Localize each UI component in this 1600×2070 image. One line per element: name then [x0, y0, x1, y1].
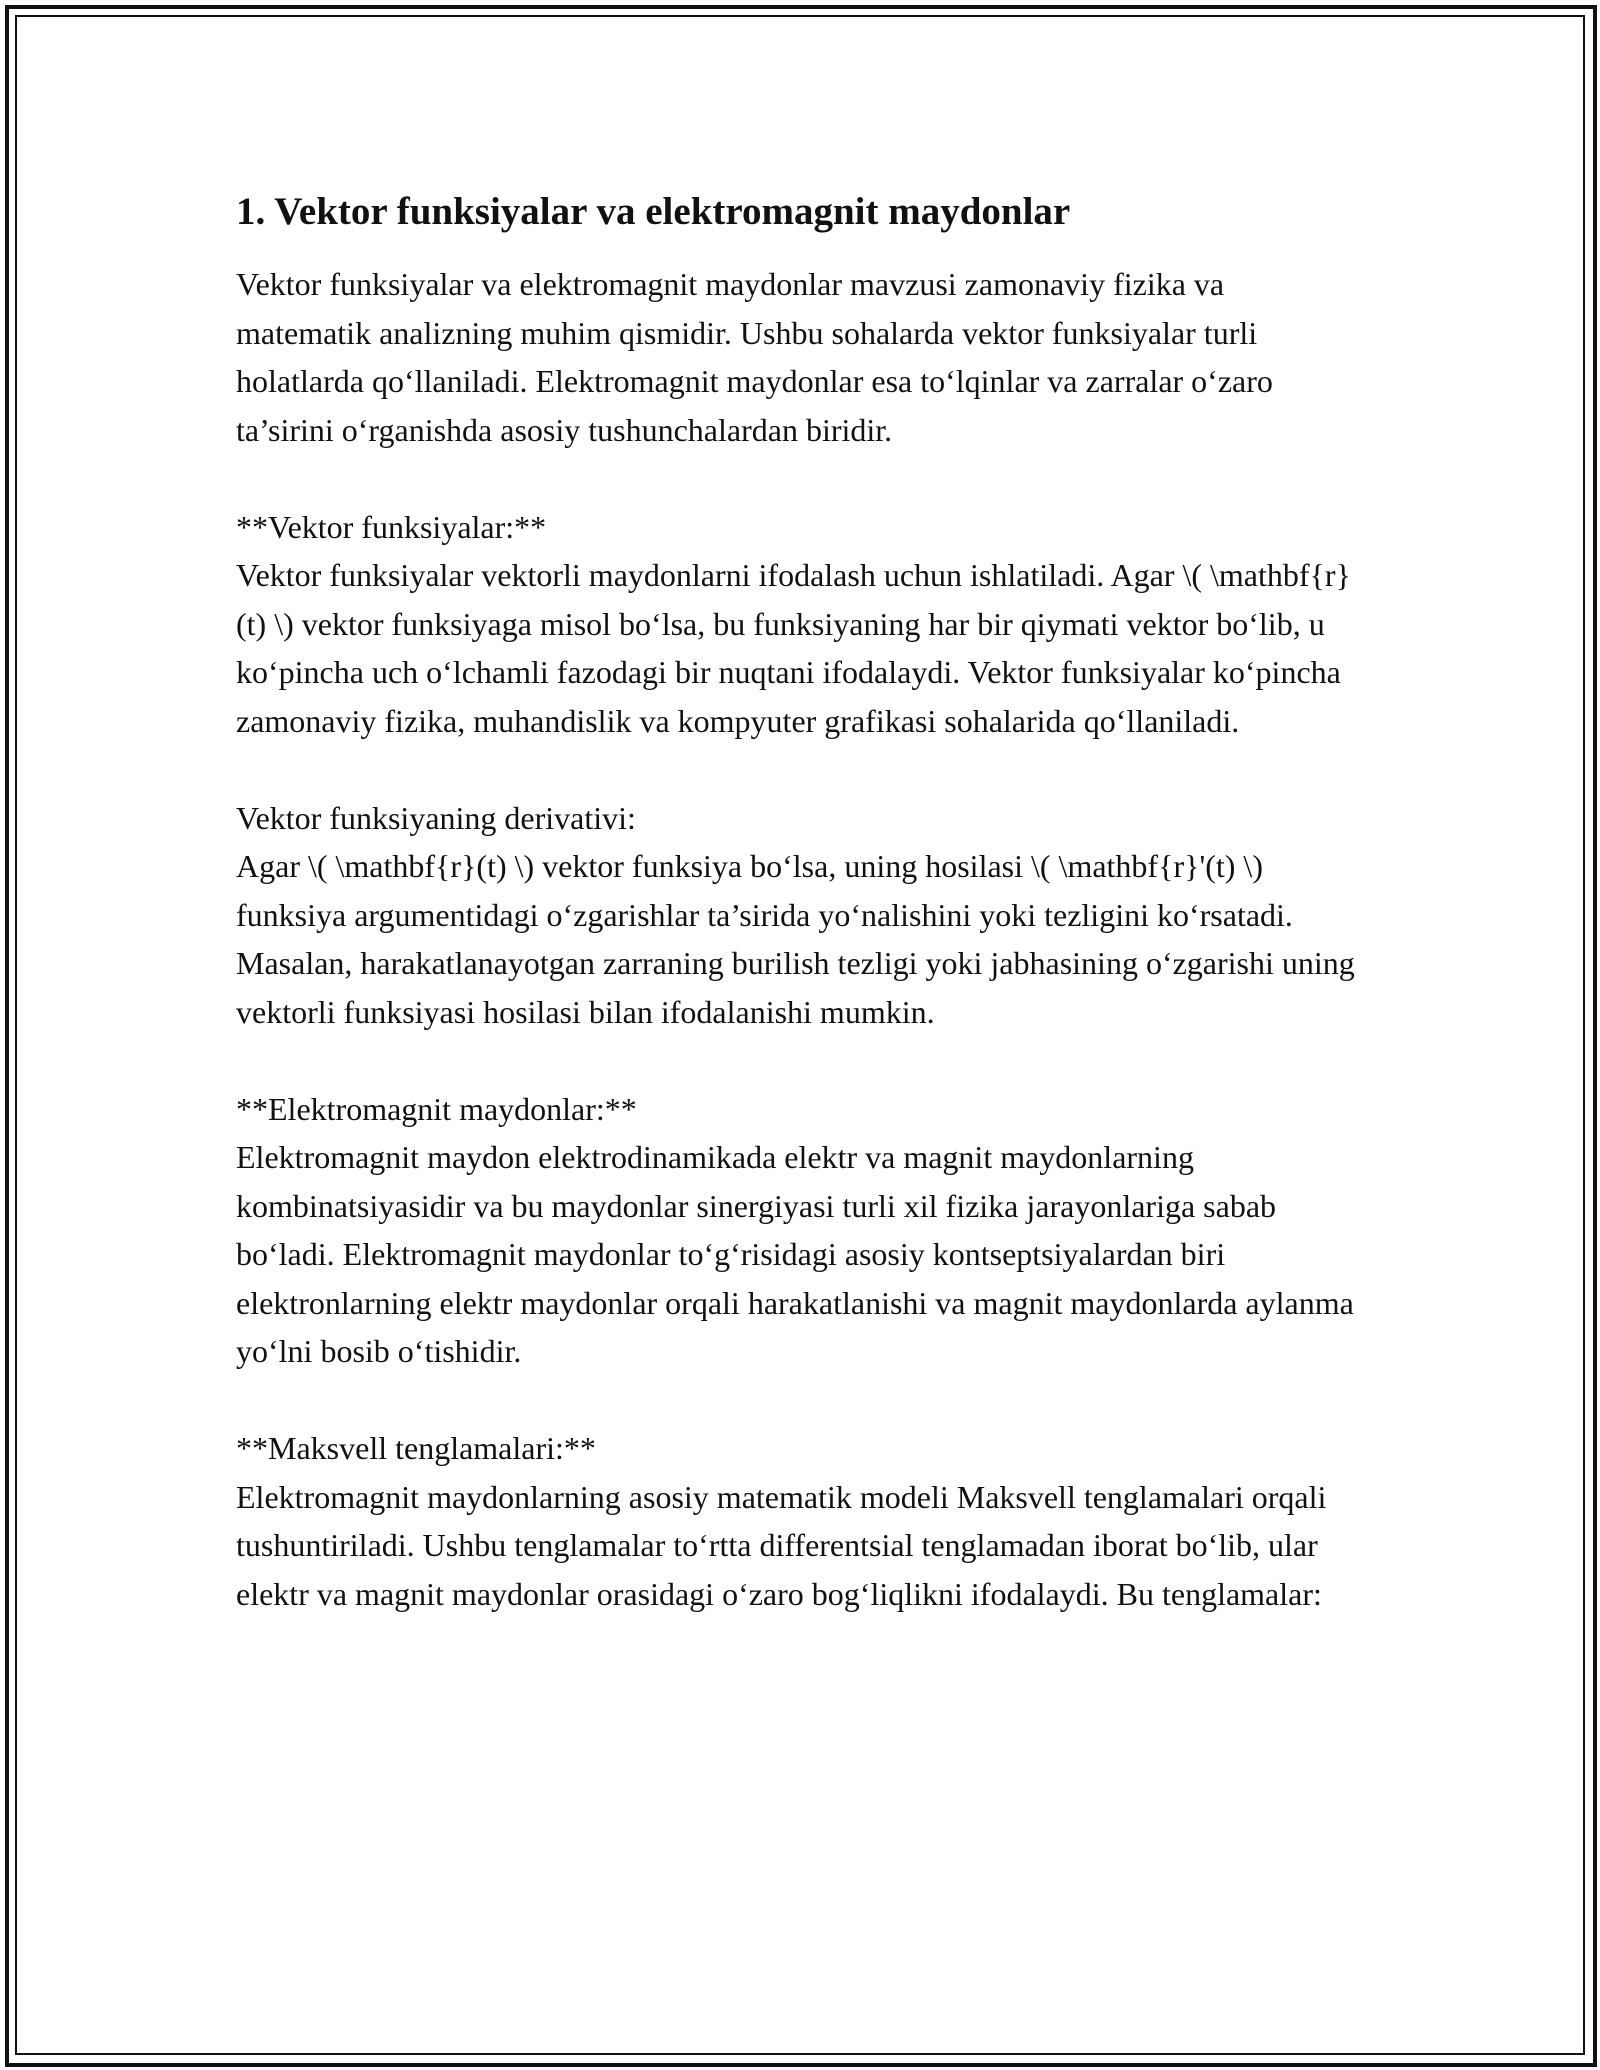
subheading-maxwell-equations: **Maksvell tenglamalari:**: [236, 1430, 596, 1466]
document-body: [236, 186, 1356, 1618]
subheading-electromagnetic-fields: **Elektromagnit maydonlar:**: [236, 1090, 637, 1127]
electromagnetic-fields-paragraph: Elektromagnit maydon elektrodinamikada elektr va magnit maydonlarning kombinatsiyasidir va bu maydonlar sinergiyasi turli xil fizika jarayonlariga sabab bo‘ladi. Elektromagnit maydonlar to‘g‘risidagi asosiy kontseptsiyalardan biri elektronlarning elektr maydonlar orqali harakatlanishi va magnit maydonlarda aylanma yo‘lni bosib o‘tishidir.: [236, 1139, 1354, 1369]
maxwell-equations-paragraph: Elektromagnit maydonlarning asosiy matematik modeli Maksvell tenglamalari orqali tushuntiriladi. Ushbu tenglamalar to‘rtta differentsial tenglamadan iborat bo‘lib, ular elektr va magnit maydonlar orasidagi o‘zaro bog‘liqlikni ifodalaydi. Bu tenglamalar:: [236, 1478, 1327, 1612]
paragraph-gap: [236, 1376, 1356, 1425]
paragraph-gap: [236, 745, 1356, 794]
subheading-derivative: Vektor funksiyaning derivativi:: [236, 799, 636, 836]
section-heading: 1. Vektor funksiyalar va elektromagnit maydonlar: [236, 190, 1071, 233]
subheading-vector-functions: **Vektor funksiyalar:**: [236, 508, 547, 545]
intro-paragraph: Vektor funksiyalar va elektromagnit maydonlar mavzusi zamonaviy fizika va matematik analizning muhim qismidir. Ushbu sohalarda vektor funksiyalar turli holatlarda qo‘llaniladi. Elektromagnit maydonlar esa to‘lqinlar va zarralar o‘zaro ta’sirini o‘rganishda asosiy tushunchalardan biridir.: [236, 266, 1273, 448]
derivative-paragraph: Agar \( \mathbf{r}(t) \) vektor funksiya bo‘lsa, uning hosilasi \( \mathbf{r}'(t) \) funksiya argumentidagi o‘zgarishlar ta’sirida yo‘nalishini yoki tezligini ko‘rsatadi. Masalan, harakatlanayotgan zarraning burilish tezligi yoki jabhasining o‘zgarishi uning vektorli funksiyasi hosilasi bilan ifodalanishi mumkin.: [236, 848, 1355, 1030]
paragraph-gap: [236, 1036, 1356, 1085]
paragraph-gap: [236, 454, 1356, 503]
vector-functions-paragraph: Vektor funksiyalar vektorli maydonlarni ifodalash uchun ishlatiladi. Agar \( \mathbf{r}(t) \) vektor funksiyaga misol bo‘lsa, bu funksiyaning har bir qiymati vektor bo‘lib, u ko‘pincha uch o‘lchamli fazodagi bir nuqtani ifodalaydi. Vektor funksiyalar ko‘pincha zamonaviy fizika, muhandislik va kompyuter grafikasi sohalarida qo‘llaniladi.: [236, 557, 1351, 739]
